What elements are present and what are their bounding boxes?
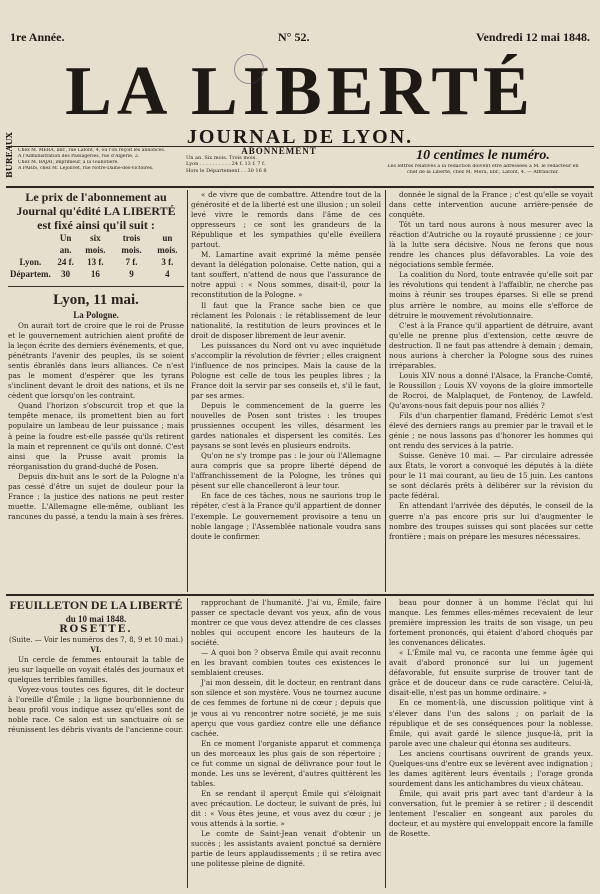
feuilleton-right-column [389, 598, 593, 888]
table-header: trois mois. [121, 233, 142, 255]
table-cell: Départem. [10, 269, 51, 279]
table-header: Un an. [59, 233, 72, 255]
table-row [8, 256, 184, 268]
story-paragraph: En se rendant il aperçut Émile qui s'éloignait avec précaution. Le docteur, le suivant de près, lui dit : « Vous êtes jeune, et vous avez du cœur ; je vous attends à la sortie. » [191, 788, 381, 829]
library-stamp-icon [234, 54, 264, 84]
pologne-subheading: La Pologne. [73, 310, 119, 320]
chapter-number: VI. [90, 645, 102, 655]
article-paragraph: Les puissances du Nord ont vu avec inquiétude s'accomplir la révolution de février ; elles craignent l'influence de nos principes. Mais la cause de la Pologne est celle de tous les peuples libres ; la France doit la servir par ses conseils et, s'il le faut, par ses armes. [191, 340, 381, 400]
subscription-notice-title: Le prix de l'abonnement au Journal qu'édité LA LIBERTÉ est fixé ainsi qu'il suit : [16, 190, 176, 232]
table-cell: 13 f. [87, 257, 104, 267]
story-paragraph: En ce moment-là, une discussion politique vint à s'élever dans l'un des salons ; on parlait de la république et de ses conséquences pour la noblesse. Émile, qui avait gardé le silence jusque-là, prit la parole avec une chaleur qui étonna ses auditeurs. [389, 698, 593, 748]
story-paragraph: « L'Émile mal vu, ce raconta une femme âgée qui avait d'abord prononcé sur lui un jugement défavorable, fut ensuite surprise de trouver tant de grâce et de douceur dans ce rude caractère. Celui-là, disait-elle, n'est pas un homme ordinaire. » [389, 648, 593, 698]
article-paragraph: Louis XIV nous a donné l'Alsace, la Franche-Comté, le Roussillon ; Louis XV voyons de la gloire immortelle de Rocroi, de Malplaquet, de Fontenoy, de Lawfeld. Qu'avons-nous fait depuis pour nos alliés ? [389, 370, 593, 410]
abonnement-block [186, 148, 372, 182]
article-paragraph: Depuis le commencement de la guerre les nouvelles de Posen sont tristes : les troupes prussiennes occupent les villes, désarment les gardes nationales et dispersent les comités. Les paysans se sont levés en plusieurs endroits. [191, 400, 381, 451]
table-header-row [8, 232, 184, 256]
article-paragraph: M. Lamartine avait exprimé la même pensée devant la délégation polonaise. Cette nation, qui a tant souffert, n'attend de nous que l'assurance de notre appui : « Nous sommes, disait-il, pour la reconstitution de la Pologne. » [191, 250, 381, 300]
article-paragraph: Tôt un tard nous aurons à nous mesurer avec la réaction d'Autriche ou la royauté prussienne ; ce jour-là la lutte sera décisive. Nous ne ferons que nous rendre les chances plus défavorables. La voie des négociations semble fermée. [389, 220, 593, 270]
article-paragraph: On aurait tort de croire que le roi de Prusse et le gouvernement autrichien aient profité de la leçon écrite des derniers événements, et que, pénétrants l'avenir des peuples, ils se soient sentis ébranlés dans leurs alliances. Ce n'est pas le moment d'espérer que les tyrans s'inclinent devant le droit des nations, et ils ne cèdent que lorsqu'on les contraint. [8, 321, 184, 401]
subscription-table [8, 232, 184, 280]
newspaper-title: LA LIBERTÉ [65, 53, 535, 130]
feuilleton-title: FEUILLETON DE LA LIBERTÉ [9, 598, 183, 612]
column-rule [187, 598, 188, 888]
article-paragraph: Suisse. Genève 10 mai. — Par circulaire adressée aux États, le vorort a convoqué les députés à la diète pour le 11 mai courant, au lieu de 15 juin. Les cantons se sont déclarés prêts à délibérer sur la révision du pacte fédéral. [389, 451, 593, 501]
right-column [389, 190, 593, 590]
article-paragraph: En attendant l'arrivée des députés, le conseil de la guerre n'a pas encore pris sur lui d'augmenter le nombre des troupes suisses qui sont placées sur cette frontière ; mais on prépare les mesures nécessaires. [389, 501, 593, 541]
middle-column [191, 190, 381, 590]
story-paragraph: Les anciens courtisans ouvrirent de grands yeux. Quelques-uns d'entre eux se levèrent avec indignation ; les dames agitèrent leurs éventails ; l'orage gronda sourdement dans les antichambres du vieux château. [389, 748, 593, 788]
abonnement-title: ABONNEMENT [241, 146, 317, 156]
price-line: chef de la Liberté, chez M. Mera, libr., Lafont, 4. — Affranchir. [407, 170, 559, 175]
article-paragraph: « de vivre que de combattre. Attendre tout de la générosité et de la liberté est une illusion ; un soleil levé vivre le remords dans l'âme de ces oppresseurs ; ce sont les grandeurs de la République et les sympathies qu'elle éveillera partout. [191, 190, 381, 250]
table-cell: 9 [129, 269, 134, 279]
article-paragraph: La coalition du Nord, toute entravée qu'elle soit par les révolutions qui tendent à l'affaiblir, ne cherche pas moins à réunir ses troupes éparses. Si elle se prend plus arrière le nombre, au moins elle s'efforce de détruire le mouvement révolutionnaire. [389, 270, 593, 320]
bureaux-block [4, 132, 184, 178]
header-line [6, 30, 594, 50]
lyon-heading: Lyon, 11 mai. [53, 292, 139, 308]
table-row [8, 268, 184, 280]
left-column [8, 190, 184, 590]
issue-date: Vendredi 12 mai 1848. [475, 30, 590, 44]
bureaux-line: A l'Administration des Passageries, rue d'Algérie, 2. [18, 154, 140, 159]
article-paragraph: Quand l'horizon s'obscurcit trop et que la tempête menace, ils promettent bien au fort populaire un lambeau de leur puissance ; mais à peine la foudre est-elle passée qu'ils retirent la main et reprennent ce qu'ils ont donné. C'est ainsi que la Prusse avait promis la réorganisation du grand-duché de Posen. [8, 401, 184, 471]
column-rule [187, 190, 188, 592]
story-paragraph: Le comte de Saint-Jean venait d'obtenir un succès ; les assistants avaient ponctué sa dernière partie de leurs applaudissements ; il se retira avec une politesse pleine de dignité. [191, 829, 381, 869]
story-paragraph: Émile, qui avait pris part avec tant d'ardeur à la conversation, fut le premier à se retirer ; il descendit lentement l'escalier en songeant aux paroles du docteur, et au mystère qui enveloppait encore la famille de Rosette. [389, 788, 593, 839]
article-paragraph: Fils d'un charpentier flamand, Frédéric Lemot s'est élevé des derniers rangs au premier par le travail et le génie ; ne nous lassons pas d'honorer les hommes qui ont rendu des services à la patrie. [389, 411, 593, 451]
story-paragraph: J'ai mon dessein, dit le docteur, en rentrant dans son silence et son mystère. Vous ne tournez aucune de ces femmes de fortune ni de cœur ; depuis que je vous ai vu rencontrer notre société, je me suis aperçu que vous gardiez contre elle une défiance cachée. [191, 678, 381, 738]
table-cell: 4 [165, 269, 170, 279]
story-paragraph: En ce moment l'organiste apparut et commença un des morceaux les plus gais de son répertoire ; ce fut comme un signal de délivrance pour tout le monde. Les uns se levèrent, d'autres quittèrent les tables. [191, 738, 381, 788]
feuilleton-divider [6, 594, 594, 596]
abonnement-line: Un an. Six mois. Trois mois. [186, 154, 257, 161]
table-header [8, 232, 53, 256]
issue-number: N° 52. [278, 30, 310, 44]
story-paragraph: Un cercle de femmes entourait la table de jeu sur laquelle on voyait étalés des journaux et quelques terribles familles. [8, 655, 184, 685]
table-cell: 3 f. [161, 257, 174, 267]
price-line: Les lettres relatives à la rédaction doivent être adressées à M. le rédacteur en [387, 164, 579, 169]
table-cell: 30 [61, 269, 71, 279]
story-paragraph: — A quoi bon ? observa Émile qui avait reconnu en les bravant combien toutes ces existences le semblaient creuses. [191, 648, 381, 678]
column-rule [385, 190, 386, 592]
bureaux-line: Chez M. BAJAT, imprimeur, à la Guillotière. [18, 160, 119, 165]
feuilleton-left-column [8, 598, 184, 888]
table-cell: 24 f. [57, 257, 74, 267]
bureaux-label: BUREAUX [4, 132, 14, 178]
article-paragraph: Depuis dix-huit ans le sort de la Pologne n'a pas cessé d'être un sujet de douleur pour la France ; la justice des nations ne peut rester muette. L'Allemagne elle-même, oubliant les rancunes du passé, a tendu la main à ses frères. [8, 471, 184, 521]
masthead [0, 50, 600, 148]
abonnement-line: Lyon . . . . . . . . . . 24 f. 13 f. 7 f. [186, 161, 266, 167]
article-paragraph: C'est à la France qu'il appartient de détruire, avant qu'elle ne prenne plus d'extension, cette œuvre de destruction. Il ne faut pas attendre à demain ; demain, nous aurions à chercher la Pologne sous des ruines irréparables. [389, 320, 593, 370]
story-paragraph: Voyez-vous toutes ces figures, dit le docteur à l'oreille d'Émile ; la ligne bourbonnienne du beau profil vous indique assez qu'elles sont de noble race. Ce salon est un sanctuaire où se réunissent les débris vivants de l'ancienne cour. [8, 685, 184, 735]
table-cell: 16 [90, 269, 100, 279]
bureaux-line: Chez M. MERA, libr., rue Lafont, 4, où l'on reçoit les annonces. [18, 148, 166, 153]
table-header: un mois. [157, 233, 178, 255]
story-note: (Suite. — Voir les numéros des 7, 8, 9 et 10 mai.) [9, 636, 183, 645]
column-rule [385, 598, 386, 888]
abonnement-line: Hors le Département . . 30 16 8 [186, 167, 267, 174]
feuilleton-date: du 10 mai 1848. [65, 614, 127, 624]
feuilleton-middle-column [191, 598, 381, 888]
price-block [372, 148, 594, 182]
story-paragraph: rapprochant de l'humanité. J'ai vu, Émile, faire passer ce spectacle devant vos yeux, afin de vous montrer ce que vous devez attendre de ces classes nobles qui occupent encore les hauteurs de la société. [191, 598, 381, 648]
price-title: 10 centimes le numéro. [416, 148, 550, 163]
article-paragraph: Qu'on ne s'y trompe pas : le jour où l'Allemagne aura compris que sa propre liberté dépend de l'affranchissement de la Pologne, les trônes qui pèsent sur elle chancelleront à leur tour. [191, 451, 381, 491]
bureaux-line: A PARIS, chez M. Lejolivet, rue Notre-Dame-des-Victoires. [18, 166, 154, 171]
story-title: ROSETTE. [59, 624, 133, 635]
issue-year: 1re Année. [10, 30, 65, 44]
story-paragraph: beau pour donner à un homme l'éclat qui lui manque. Les femmes elles-mêmes recevaient de leur première impression les traits de son visage, un peu fortement prononcés, qui étaient d'abord choqués par les convenances délicates. [389, 598, 593, 648]
article-paragraph: En face de ces tâches, nous ne saurions trop le répéter, c'est à la France qu'il appartient de donner l'exemple. Le gouvernement provisoire a tenu un noble langage ; l'Assemblée nationale voudra sans doute le confirmer. [191, 491, 381, 541]
newspaper-subtitle: JOURNAL DE LYON. [186, 126, 414, 148]
article-paragraph: donnée le signal de la France ; c'est qu'elle se voyait dans cette intervention aucune arrière-pensée de conquête. [389, 190, 593, 220]
table-cell: Lyon. [19, 257, 42, 267]
divider [6, 186, 594, 188]
article-paragraph: Il faut que la France sache bien ce que réclament les Polonais : le rétablissement de leur nationalité, la restitution de leurs provinces et le droit de disposer librement de leur avenir. [191, 300, 381, 340]
table-cell: 7 f. [125, 257, 138, 267]
table-header: six mois. [85, 233, 106, 255]
